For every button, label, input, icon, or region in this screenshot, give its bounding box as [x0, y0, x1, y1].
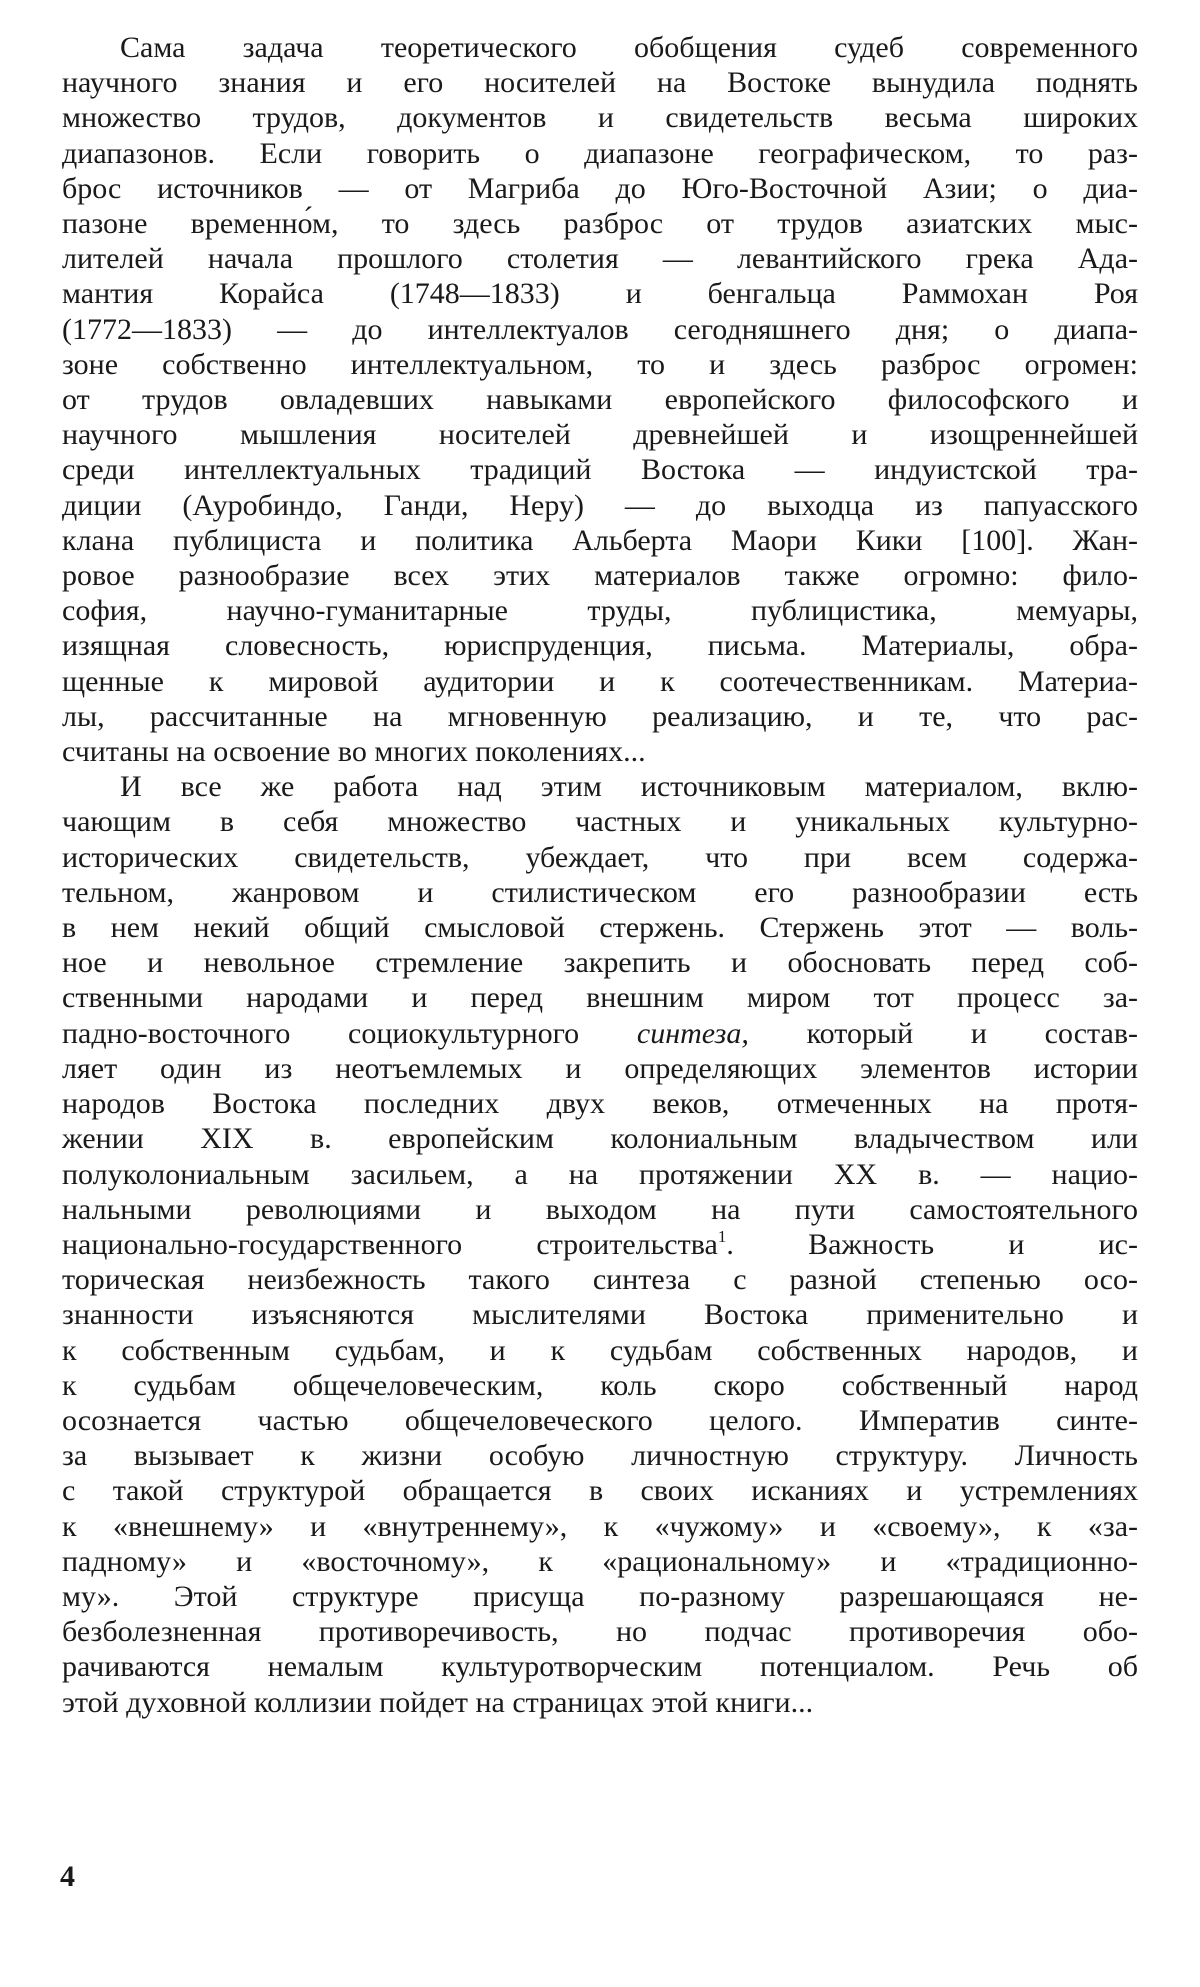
text-line: ное и невольное стремление закрепить и обосновать перед соб-	[62, 946, 1138, 980]
italic-term: синтеза,	[636, 1016, 749, 1050]
page-number: 4	[60, 1860, 75, 1893]
text-line: от трудов овладевших навыками европейского философского и	[62, 383, 1138, 417]
text-line: ляет один из неотъемлемых и определяющих элементов истории	[62, 1051, 1138, 1085]
text-line: осознается частью общечеловеческого целого. Императив синте-	[62, 1403, 1138, 1437]
text-line: исторических свидетельств, убеждает, что при всем содержа-	[62, 840, 1138, 874]
text-line: жении XIX в. европейским колониальным владычеством или	[62, 1122, 1138, 1156]
text-line: му». Этой структуре присуща по-разному разрешающаяся не-	[62, 1579, 1138, 1613]
text-line: за вызывает к жизни особую личностную структуру. Личность	[62, 1439, 1138, 1473]
text-line: среди интеллектуальных традиций Востока — индуистской тра-	[62, 453, 1138, 487]
text-line: множество трудов, документов и свидетельств весьма широких	[62, 101, 1138, 135]
text-line: диции (Ауробиндо, Ганди, Неру) — до выходца из папуасского	[62, 488, 1138, 522]
text-line: к судьбам общечеловеческим, коль скоро собственный народ	[62, 1368, 1138, 1402]
text-line: чающим в себя множество частных и уникальных культурно-	[62, 805, 1138, 839]
text-line: этой духовной коллизии пойдет на страницах этой книги...	[62, 1685, 814, 1719]
text-line: безболезненная противоречивость, но подчас противоречия обо-	[62, 1615, 1138, 1649]
paragraph	[62, 769, 1138, 1719]
text-line: падному» и «восточному», к «рациональному» и «традиционно-	[62, 1544, 1138, 1578]
paragraph	[62, 30, 1138, 769]
text-line: падно-восточного социокультурного синтеза, который и состав-	[62, 1016, 1138, 1050]
text-line: в нем некий общий смысловой стержень. Стержень этот — воль-	[62, 911, 1138, 945]
text-line: считаны на освоение во многих поколениях...	[62, 735, 646, 769]
text-line: ровое разнообразие всех этих материалов также огромно: фило-	[62, 559, 1138, 593]
text-line: клана публициста и политика Альберта Маори Кики [100]. Жан-	[62, 523, 1138, 557]
footnote-mark: 1	[717, 1226, 727, 1246]
text-line: диапазонов. Если говорить о диапазоне географическом, то раз-	[62, 136, 1138, 170]
text-line: Сама задача теоретического обобщения судеб современного	[120, 31, 1138, 64]
text-line: тельном, жанровом и стилистическом его разнообразии есть	[62, 875, 1138, 909]
text-line: к «внешнему» и «внутреннему», к «чужому» и «своему», к «за-	[62, 1509, 1138, 1543]
text-line: рачиваются немалым культуротворческим потенциалом. Речь об	[62, 1650, 1138, 1684]
text-line: ственными народами и перед внешним миром тот процесс за-	[62, 981, 1138, 1015]
text-line: изящная словесность, юриспруденция, письма. Материалы, обра-	[62, 629, 1138, 663]
text-line: (1772—1833) — до интеллектуалов сегодняшнего дня; о диапа-	[62, 312, 1138, 346]
text-line: нальными революциями и выходом на пути самостоятельного	[62, 1192, 1138, 1226]
text-line: с такой структурой обращается в своих исканиях и устремлениях	[62, 1474, 1138, 1508]
text-line: лы, рассчитанные на мгновенную реализацию, и те, что рас-	[62, 699, 1138, 733]
text-line: национально-государственного строительства$^1$. Важность и ис-	[62, 1226, 1138, 1261]
body-text	[62, 30, 1138, 1720]
text-line: знанности изъясняются мыслителями Востока применительно и	[62, 1298, 1138, 1332]
text-line: народов Востока последних двух веков, отмеченных на протя-	[62, 1087, 1138, 1121]
text-line: мантия Корайса (1748—1833) и бенгальца Раммохан Роя	[62, 277, 1138, 311]
text-line: торическая неизбежность такого синтеза с разной степенью осо-	[62, 1263, 1138, 1297]
text-line: к собственным судьбам, и к судьбам собственных народов, и	[62, 1333, 1138, 1367]
text-line: И все же работа над этим источниковым материалом, вклю-	[120, 770, 1138, 804]
text-line: лителей начала прошлого столетия — левантийского грека Ада-	[62, 242, 1138, 276]
text-line: научного мышления носителей древнейшей и изощреннейшей	[62, 418, 1138, 452]
text-line: софия, научно-гуманитарные труды, публицистика, мемуары,	[62, 594, 1138, 628]
text-line: зоне собственно интеллектуальном, то и здесь разброс огромен:	[62, 347, 1138, 381]
text-line: щенные к мировой аудитории и к соотечественникам. Материа-	[62, 664, 1138, 698]
text-line: брос источников — от Магриба до Юго-Восточной Азии; о диа-	[62, 171, 1138, 205]
text-line: полуколониальным засильем, а на протяжении XX в. — нацио-	[62, 1157, 1138, 1191]
text-line: научного знания и его носителей на Востоке вынудила поднять	[62, 66, 1138, 100]
text-line: пазоне временно́м, то здесь разброс от трудов азиатских мыс-	[62, 207, 1138, 241]
